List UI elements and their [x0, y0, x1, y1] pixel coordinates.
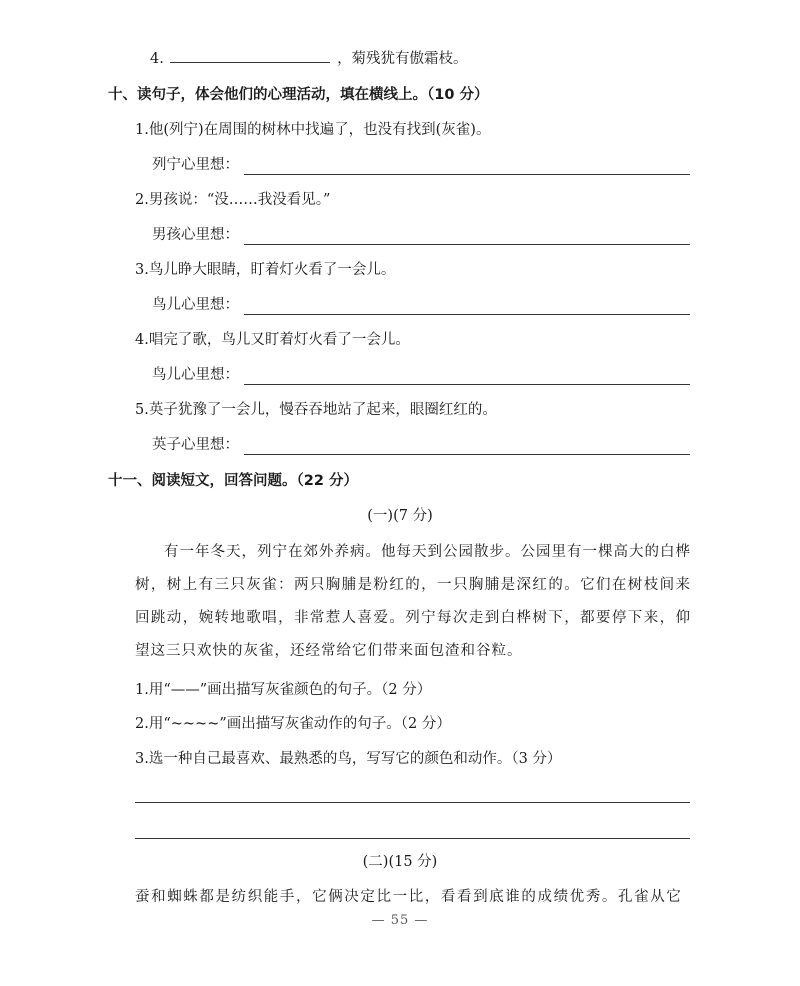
part2-passage-start: 蚕和蜘蛛都是纺织能手，它俩决定比一比，看看到底谁的成绩优秀。孔雀从它	[135, 889, 683, 905]
s10-item2-prompt: 男孩心里想：	[152, 227, 239, 243]
part1-q3-answer-line-1[interactable]	[135, 802, 690, 803]
q9-item4	[150, 48, 468, 69]
s10-item5-sentence: 5.英子犹豫了一会儿，慢吞吞地站了起来，眼圈红红的。	[135, 402, 497, 418]
part1-q3-answer-line-2[interactable]	[135, 838, 690, 839]
s10-item5-answer-line[interactable]	[244, 454, 690, 455]
s10-item1-prompt: 列宁心里想：	[152, 157, 239, 173]
part2-heading: (二)(15 分)	[362, 854, 438, 870]
s10-item2-sentence: 2.男孩说：“没……我没看见。”	[135, 192, 331, 208]
part1-question-3: 3.选一种自己最喜欢、最熟悉的鸟，写写它的颜色和动作。（3 分）	[135, 751, 562, 767]
s10-item1-sentence: 1.他(列宁)在周围的树林中找遍了，也没有找到(灰雀)。	[135, 122, 491, 138]
page-number: — 55 —	[371, 913, 429, 928]
part1-question-2: 2.用“~~~~”画出描写灰雀动作的句子。（2 分）	[135, 716, 451, 732]
s10-item4-sentence: 4.唱完了歌，鸟儿又盯着灯火看了一会儿。	[135, 332, 410, 348]
s10-item4-prompt: 鸟儿心里想：	[152, 367, 239, 383]
s10-item4-answer-line[interactable]	[244, 384, 690, 385]
part1-passage: 有一年冬天，列宁在郊外养病。他每天到公园散步。公园里有一棵高大的白桦树，树上有三只灰雀：两只胸脯是粉红的，一只胸脯是深红的。它们在树枝间来回跳动，婉转地歌唱，非常惹人喜爱。列宁每次走到白桦树下，都要停下来，仰望这三只欢快的灰雀，还经常给它们带来面包渣和谷粒。	[135, 544, 691, 659]
q9-item4-suffix: ，菊残犹有傲霜枝。	[337, 51, 468, 67]
q9-item4-number: 4.	[150, 51, 164, 67]
section11-title: 十一、阅读短文，回答问题。（22 分）	[108, 473, 358, 489]
s10-item3-answer-line[interactable]	[244, 314, 690, 315]
s10-item2-answer-line[interactable]	[244, 244, 690, 245]
section10-title: 十、读句子，体会他们的心理活动，填在横线上。（10 分）	[108, 87, 489, 103]
s10-item3-sentence: 3.鸟儿睁大眼睛，盯着灯火看了一会儿。	[135, 262, 396, 278]
s10-item3-prompt: 鸟儿心里想：	[152, 297, 239, 313]
q9-item4-blank[interactable]	[170, 48, 330, 63]
s10-item1-answer-line[interactable]	[244, 174, 690, 175]
part1-question-1: 1.用“——”画出描写灰雀颜色的句子。（2 分）	[135, 682, 432, 698]
s10-item5-prompt: 英子心里想：	[152, 437, 239, 453]
part1-heading: (一)(7 分)	[367, 508, 433, 524]
